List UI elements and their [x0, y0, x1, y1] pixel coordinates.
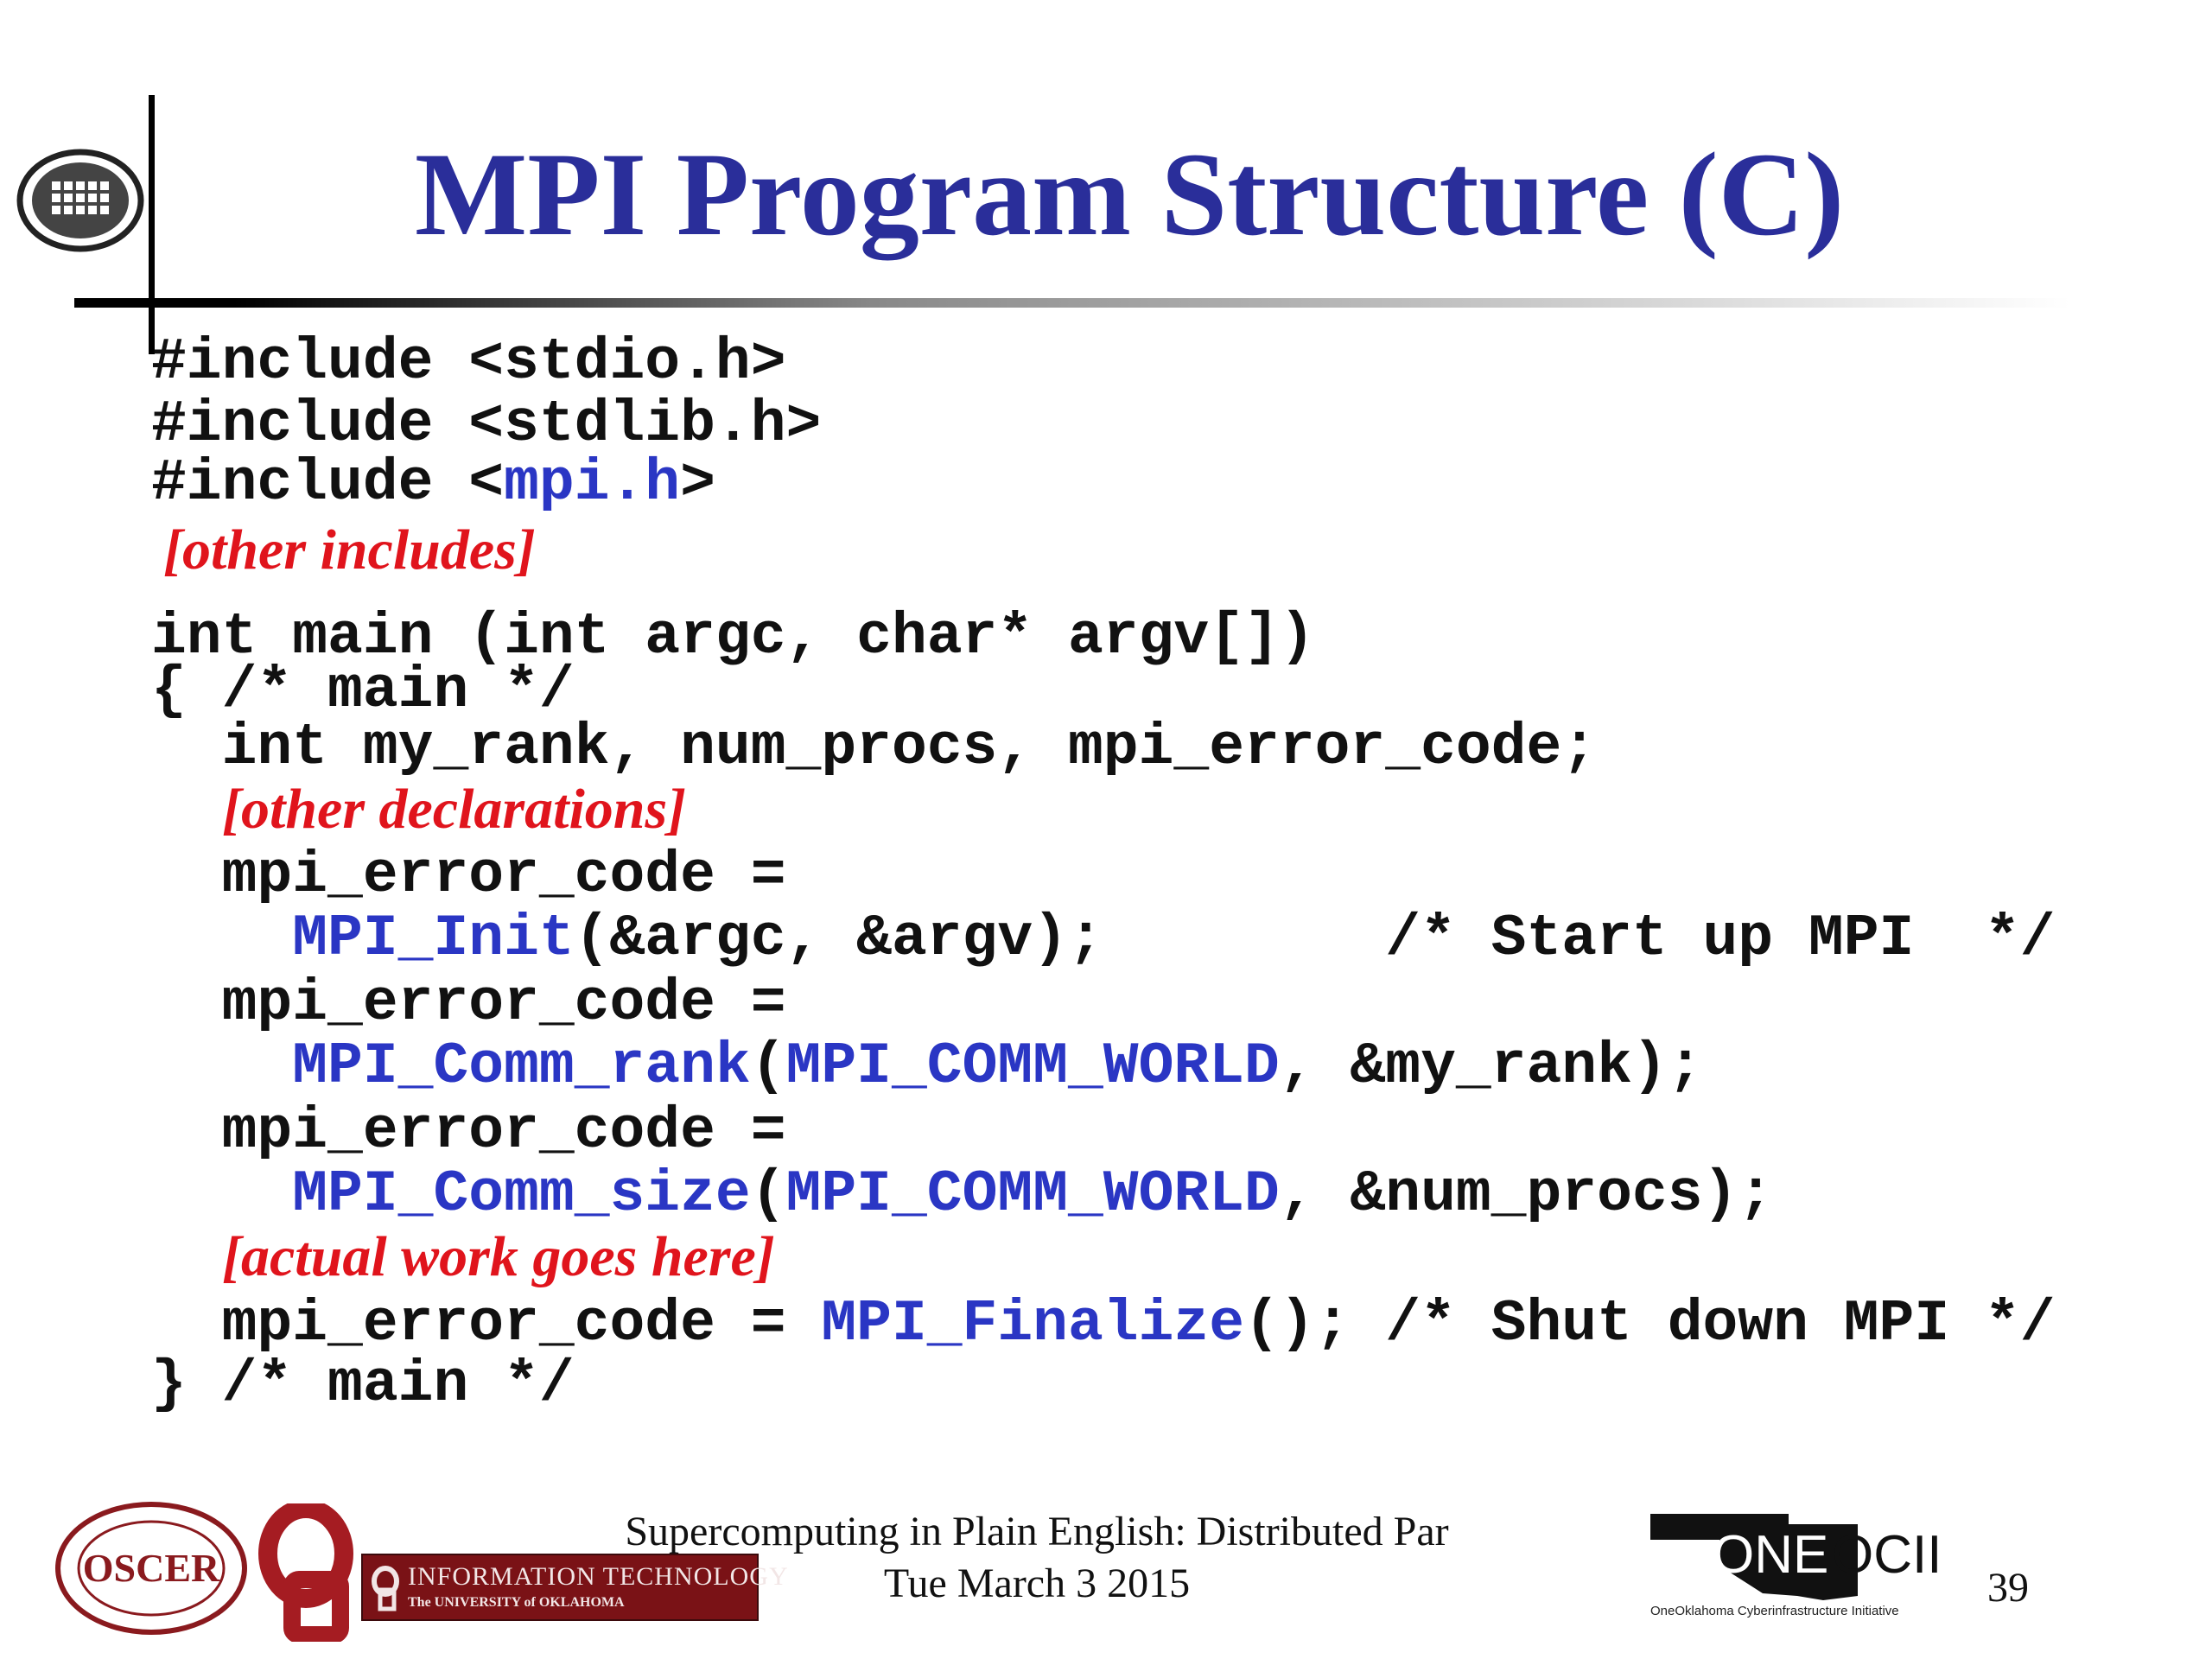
code-keyword: MPI_COMM_WORLD — [785, 1161, 1280, 1228]
oneocii-word-one: ONE — [1713, 1525, 1829, 1585]
footer-title: Supercomputing in Plain English: Distributed Par — [625, 1509, 1449, 1554]
code-text: ( — [750, 1161, 786, 1228]
slide-title: MPI Program Structure (C) — [415, 128, 1845, 260]
code-line-include-stdio: #include <stdio.h> — [151, 329, 786, 396]
oscer-logo-icon — [52, 1499, 251, 1637]
code-text: mpi_error_code = — [151, 1291, 822, 1357]
code-text: , &num_procs); — [1279, 1161, 1774, 1228]
code-keyword: MPI_Init — [292, 906, 575, 972]
code-text: > — [680, 450, 715, 517]
code-line-mpi-finalize — [151, 1290, 2056, 1359]
code-line-main-signature: int main (int argc, char* argv[]) — [151, 604, 1315, 671]
oneocii-logo-icon — [1650, 1514, 1961, 1643]
code-line-mpi-comm-size — [151, 1160, 1773, 1230]
code-text — [151, 1161, 292, 1228]
code-text: #include < — [151, 450, 505, 517]
title-horizontal-rule — [74, 298, 2070, 308]
note-other-declarations: [other declarations] — [222, 778, 687, 841]
code-text — [151, 1033, 292, 1100]
code-keyword: MPI_Comm_size — [292, 1161, 751, 1228]
page-number: 39 — [1987, 1565, 2029, 1611]
it-badge-title: INFORMATION TECHNOLOGY — [408, 1562, 789, 1591]
code-keyword: MPI_Comm_rank — [292, 1033, 751, 1100]
code-line-include-stdlib: #include <stdlib.h> — [151, 391, 822, 458]
oscer-logo-text: OSCER — [82, 1546, 220, 1590]
oneocii-tagline: OneOklahoma Cyberinfrastructure Initiative — [1650, 1604, 1899, 1618]
ou-mark-icon — [370, 1564, 401, 1612]
code-line-main-close: } /* main */ — [151, 1351, 575, 1418]
code-line-mpi-init — [151, 905, 2056, 974]
code-keyword: MPI_Finalize — [821, 1291, 1245, 1357]
code-line-assign-2: mpi_error_code = — [151, 970, 786, 1037]
it-badge-subtitle: The UNIVERSITY of OKLAHOMA — [408, 1595, 625, 1610]
supercomputing-logo-icon — [16, 147, 145, 255]
code-text: ( — [750, 1033, 786, 1100]
code-line-declarations: int my_rank, num_procs, mpi_error_code; — [151, 715, 1598, 781]
code-line-assign-1: mpi_error_code = — [151, 842, 786, 909]
note-other-includes: [other includes] — [163, 518, 536, 582]
code-keyword: mpi.h — [504, 450, 681, 517]
code-text: (&argc, &argv); /* Start up MPI */ — [574, 906, 2056, 972]
title-vertical-rule — [149, 95, 155, 354]
code-line-assign-3: mpi_error_code = — [151, 1098, 786, 1165]
code-line-mpi-comm-rank — [151, 1033, 1703, 1102]
code-text — [151, 906, 292, 972]
oneocii-word-ocii: OCII — [1832, 1525, 1942, 1585]
note-actual-work: [actual work goes here] — [222, 1225, 775, 1288]
ou-logo-icon — [257, 1503, 361, 1642]
footer-date: Tue March 3 2015 — [883, 1560, 1191, 1606]
code-keyword: MPI_COMM_WORLD — [785, 1033, 1280, 1100]
code-text: , &my_rank); — [1279, 1033, 1703, 1100]
code-text: (); /* Shut down MPI */ — [1244, 1291, 2056, 1357]
code-line-main-open: { /* main */ — [151, 658, 575, 724]
code-line-include-mpi — [151, 449, 715, 518]
